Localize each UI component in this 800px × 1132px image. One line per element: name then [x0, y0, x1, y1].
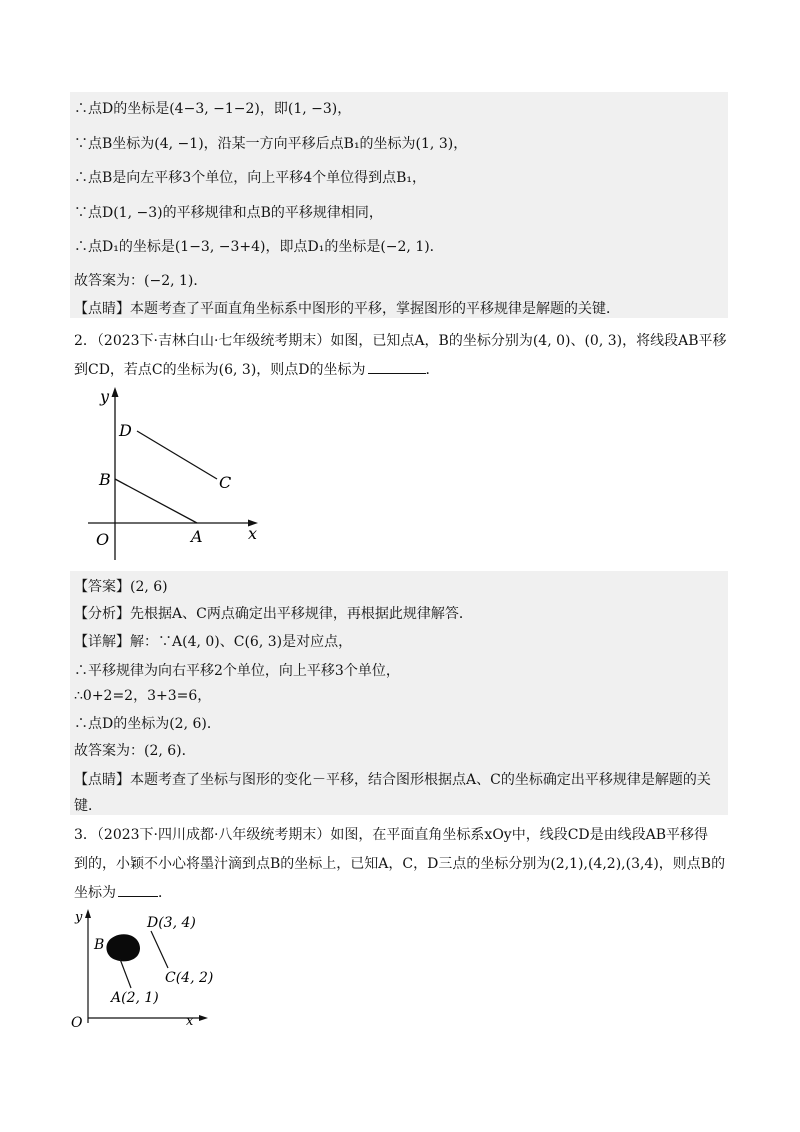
solution2-line-1: 【答案】(2, 6) — [74, 579, 168, 595]
label-A: A — [191, 527, 203, 546]
label-D: D(3, 4) — [147, 915, 196, 931]
question2-line-1: 2．（2023下·吉林白山·七年级统考期末）如图，已知点A，B的坐标分别为(4, 0)、(0, 3)，将线段AB平移 — [74, 333, 727, 349]
question2-end: ． — [425, 362, 440, 378]
answer-blank-3 — [118, 884, 158, 897]
solution2-line-8: 【点睛】本题考查了坐标与图形的变化－平移，结合图形根据点A、C的坐标确定出平移规律是解题的关 — [74, 772, 711, 788]
label-A: A(2, 1) — [111, 990, 159, 1006]
question3-end: ． — [158, 885, 172, 901]
ink-blot — [106, 934, 140, 961]
label-B: B — [99, 470, 111, 489]
solution1-line-5: ∴点D₁的坐标是(1−3, −3+4)，即点D₁的坐标是(−2, 1)． — [74, 239, 444, 255]
label-O: O — [96, 530, 110, 549]
question3-line-3 — [74, 884, 172, 902]
label-x: x — [186, 1014, 194, 1029]
solution1-line-3: ∴点B是向左平移3个单位，向上平移4个单位得到点B₁， — [74, 170, 427, 186]
label-C: C — [219, 473, 232, 492]
leader-CD — [151, 931, 168, 968]
solution2-line-7: 故答案为：(2, 6)． — [74, 743, 196, 759]
y-axis-arrow — [85, 909, 91, 918]
solution2-line-6: ∴点D的坐标为(2, 6)． — [74, 716, 221, 732]
solution1-line-1: ∴点D的坐标是(4−3, −1−2)，即(1, −3)， — [74, 101, 352, 117]
question3-line-2: 到的，小颖不小心将墨汁滴到点B的坐标上，已知A，C，D三点的坐标分别为(2,1),(4,2),(3,4)，则点B的 — [74, 856, 726, 872]
solution2-line-9: 键． — [74, 798, 102, 814]
solution1-line-2: ∵点B坐标为(4, −1)，沿某一方向平移后点B₁的坐标为(1, 3)， — [74, 136, 468, 152]
segment-AB — [115, 479, 197, 523]
label-y: y — [100, 387, 110, 406]
question3-figure — [68, 905, 218, 1030]
leader-A — [120, 959, 131, 988]
question2-line-2 — [74, 361, 440, 379]
question3-line-1: 3．（2023下·四川成都·八年级统考期末）如图，在平面直角坐标系xOy中，线段CD是由线段AB平移得 — [74, 827, 709, 843]
solution2-line-4: ∴平移规律为向右平移2个单位，向上平移3个单位， — [74, 663, 400, 679]
label-C: C(4, 2) — [165, 970, 214, 986]
y-axis-arrow — [112, 387, 119, 397]
question2-figure — [88, 385, 273, 565]
label-x: x — [248, 524, 258, 543]
solution2-line-2: 【分析】先根据A、C两点确定出平移规律，再根据此规律解答． — [74, 606, 473, 622]
question2-text: 到CD，若点C的坐标为(6, 3)，则点D的坐标为 — [74, 362, 366, 378]
label-B: B — [94, 937, 105, 953]
solution1-line-7: 【点睛】本题考查了平面直角坐标系中图形的平移，掌握图形的平移规律是解题的关键． — [74, 301, 620, 317]
solution1-line-4: ∵点D(1, −3)的平移规律和点B的平移规律相同， — [74, 205, 383, 221]
solution2-line-3: 【详解】解：∵A(4, 0)、C(6, 3)是对应点， — [74, 634, 353, 650]
label-y: y — [75, 910, 83, 925]
segment-CD — [137, 431, 217, 479]
label-O: O — [71, 1015, 83, 1030]
answer-blank — [368, 361, 426, 374]
question3-text: 坐标为 — [74, 885, 116, 901]
label-D: D — [119, 421, 132, 440]
x-axis-arrow — [199, 1015, 208, 1021]
solution2-line-5: ∴0+2=2，3+3=6， — [74, 688, 212, 704]
solution1-line-6: 故答案为：(−2, 1)． — [74, 273, 208, 289]
